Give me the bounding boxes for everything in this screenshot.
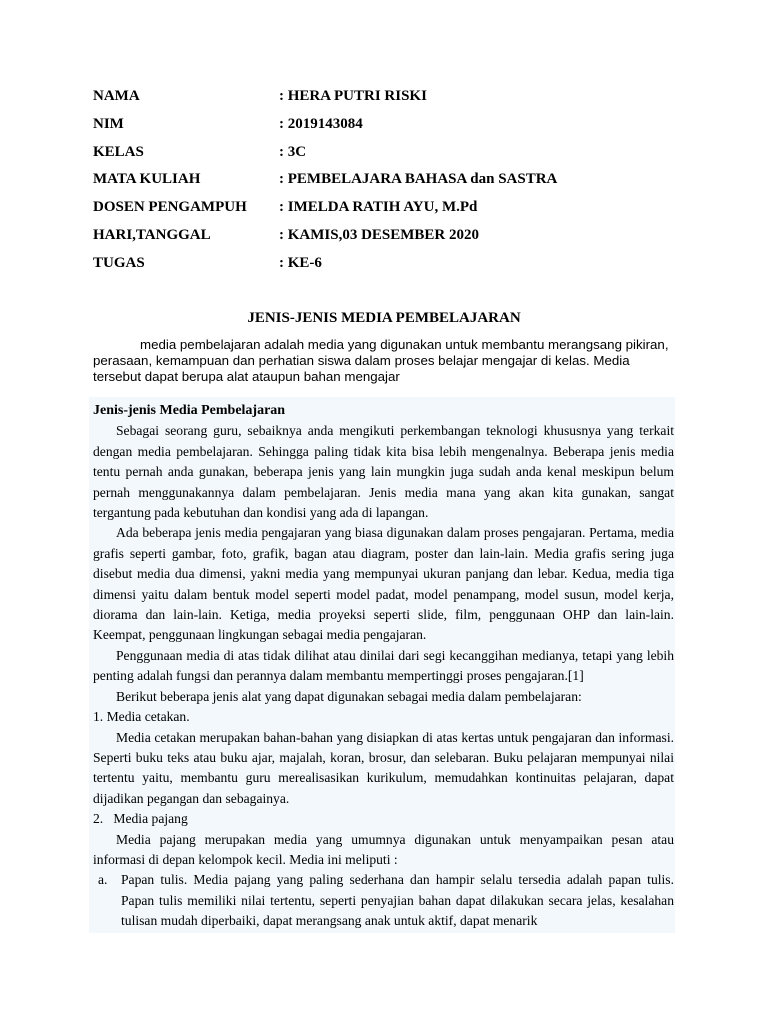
info-label: TUGAS <box>93 254 145 271</box>
info-label: MATA KULIAH <box>93 171 201 188</box>
info-value: : IMELDA RATIH AYU, M.Pd <box>279 199 478 216</box>
list-item-title: 1. Media cetakan. <box>93 709 190 725</box>
sub-list-item <box>93 870 674 931</box>
list-item-text: Media cetakan merupakan bahan-bahan yang disiapkan di atas kertas untuk pengajaran dan informasi. Seperti buku teks atau buku ajar, majalah, koran, brosur, dan selebaran. Buku pelajaran mempunyai nilai tertentu yaitu, membantu guru merealisasikan kurikulum, memudahkan kontinuitas pelajaran, dapat dijadikan pegangan dan sebagainya. <box>93 729 674 806</box>
body-text <box>93 401 674 932</box>
info-label: DOSEN PENGAMPUH <box>93 199 247 216</box>
info-label: KELAS <box>93 143 144 160</box>
paragraph: Penggunaan media di atas tidak dilihat atau dinilai dari segi kecanggihan medianya, tetapi yang lebih penting adalah fungsi dan perannya dalam membantu mempertinggi proses pengajaran.[1] <box>93 647 674 684</box>
info-value: : KE-6 <box>279 254 322 271</box>
list-item-text: Media pajang merupakan media yang umumnya digunakan untuk menyampaikan pesan atau informasi di depan kelompok kecil. Media ini meliputi : <box>93 831 674 867</box>
intro-paragraph-block <box>93 337 675 386</box>
info-value: : KAMIS,03 DESEMBER 2020 <box>279 226 480 243</box>
paragraph: Sebagai seorang guru, sebaiknya anda mengikuti perkembangan teknologi khususnya yang terkait dengan media pembelajaran. Sehingga paling tidak kita bisa lebih mengenalnya. Beberapa jenis media tentu pernah anda gunakan, beberapa jenis yang lain mungkin juga sudah anda kenal meskipun belum pernah menggunakannya dalam pembelajaran. Jenis media mana yang akan kita gunakan, sangat tergantung pada kebutuhan dan kondisi yang ada di lapangan. <box>93 423 674 521</box>
info-value: : PEMBELAJARA BAHASA dan SASTRA <box>279 171 558 188</box>
section-heading: Jenis-jenis Media Pembelajaran <box>93 403 286 418</box>
info-label: NAMA <box>93 88 140 104</box>
paragraph: Ada beberapa jenis media pengajaran yang biasa digunakan dalam proses pengajaran. Pertama, media grafis seperti gambar, foto, grafik, bagan atau diagram, poster dan lain-lain. Media grafis sering juga disebut media dua dimensi, yakni media yang mempunyai ukuran panjang dan lebar. Kedua, media tiga dimensi yaitu dalam bentuk model seperti model padat, model penampang, model susun, model kerja, diorama dan lain-lain. Ketiga, media proyeksi seperti slide, film, penggunaan OHP dan lain-lain. Keempat, penggunaan lingkungan sebagai media pengajaran. <box>93 525 674 643</box>
body-section <box>89 397 675 933</box>
info-value: : 3C <box>279 143 307 160</box>
document-title: JENIS-JENIS MEDIA PEMBELAJARAN <box>247 310 521 326</box>
intro-paragraph: media pembelajaran adalah media yang digunakan untuk membantu merangsang pikiran, perasaan, kemampuan dan perhatian siswa dalam proses belajar mengajar di kelas. Media tersebut dapat berupa alat ataupun bahan mengajar <box>93 337 669 385</box>
sub-list-marker: a. <box>98 872 108 888</box>
info-value: : HERA PUTRI RISKI <box>279 88 427 104</box>
info-value: : 2019143084 <box>279 115 363 132</box>
info-label: HARI,TANGGAL <box>93 226 211 243</box>
info-label: NIM <box>93 115 124 132</box>
paragraph: Berikut beberapa jenis alat yang dapat digunakan sebagai media dalam pembelajaran: <box>116 688 582 704</box>
list-item-title: 2. Media pajang <box>93 811 188 827</box>
sub-list-text: Papan tulis. Media pajang yang paling sederhana dan hampir selalu tersedia adalah papan tulis. Papan tulis memiliki nilai tertentu, seperti penyajian bahan dapat dilakukan secara jelas, kesalahan tulisan mudah diperbaiki, dapat merangsang anak untuk aktif, dapat menarik <box>121 872 674 929</box>
